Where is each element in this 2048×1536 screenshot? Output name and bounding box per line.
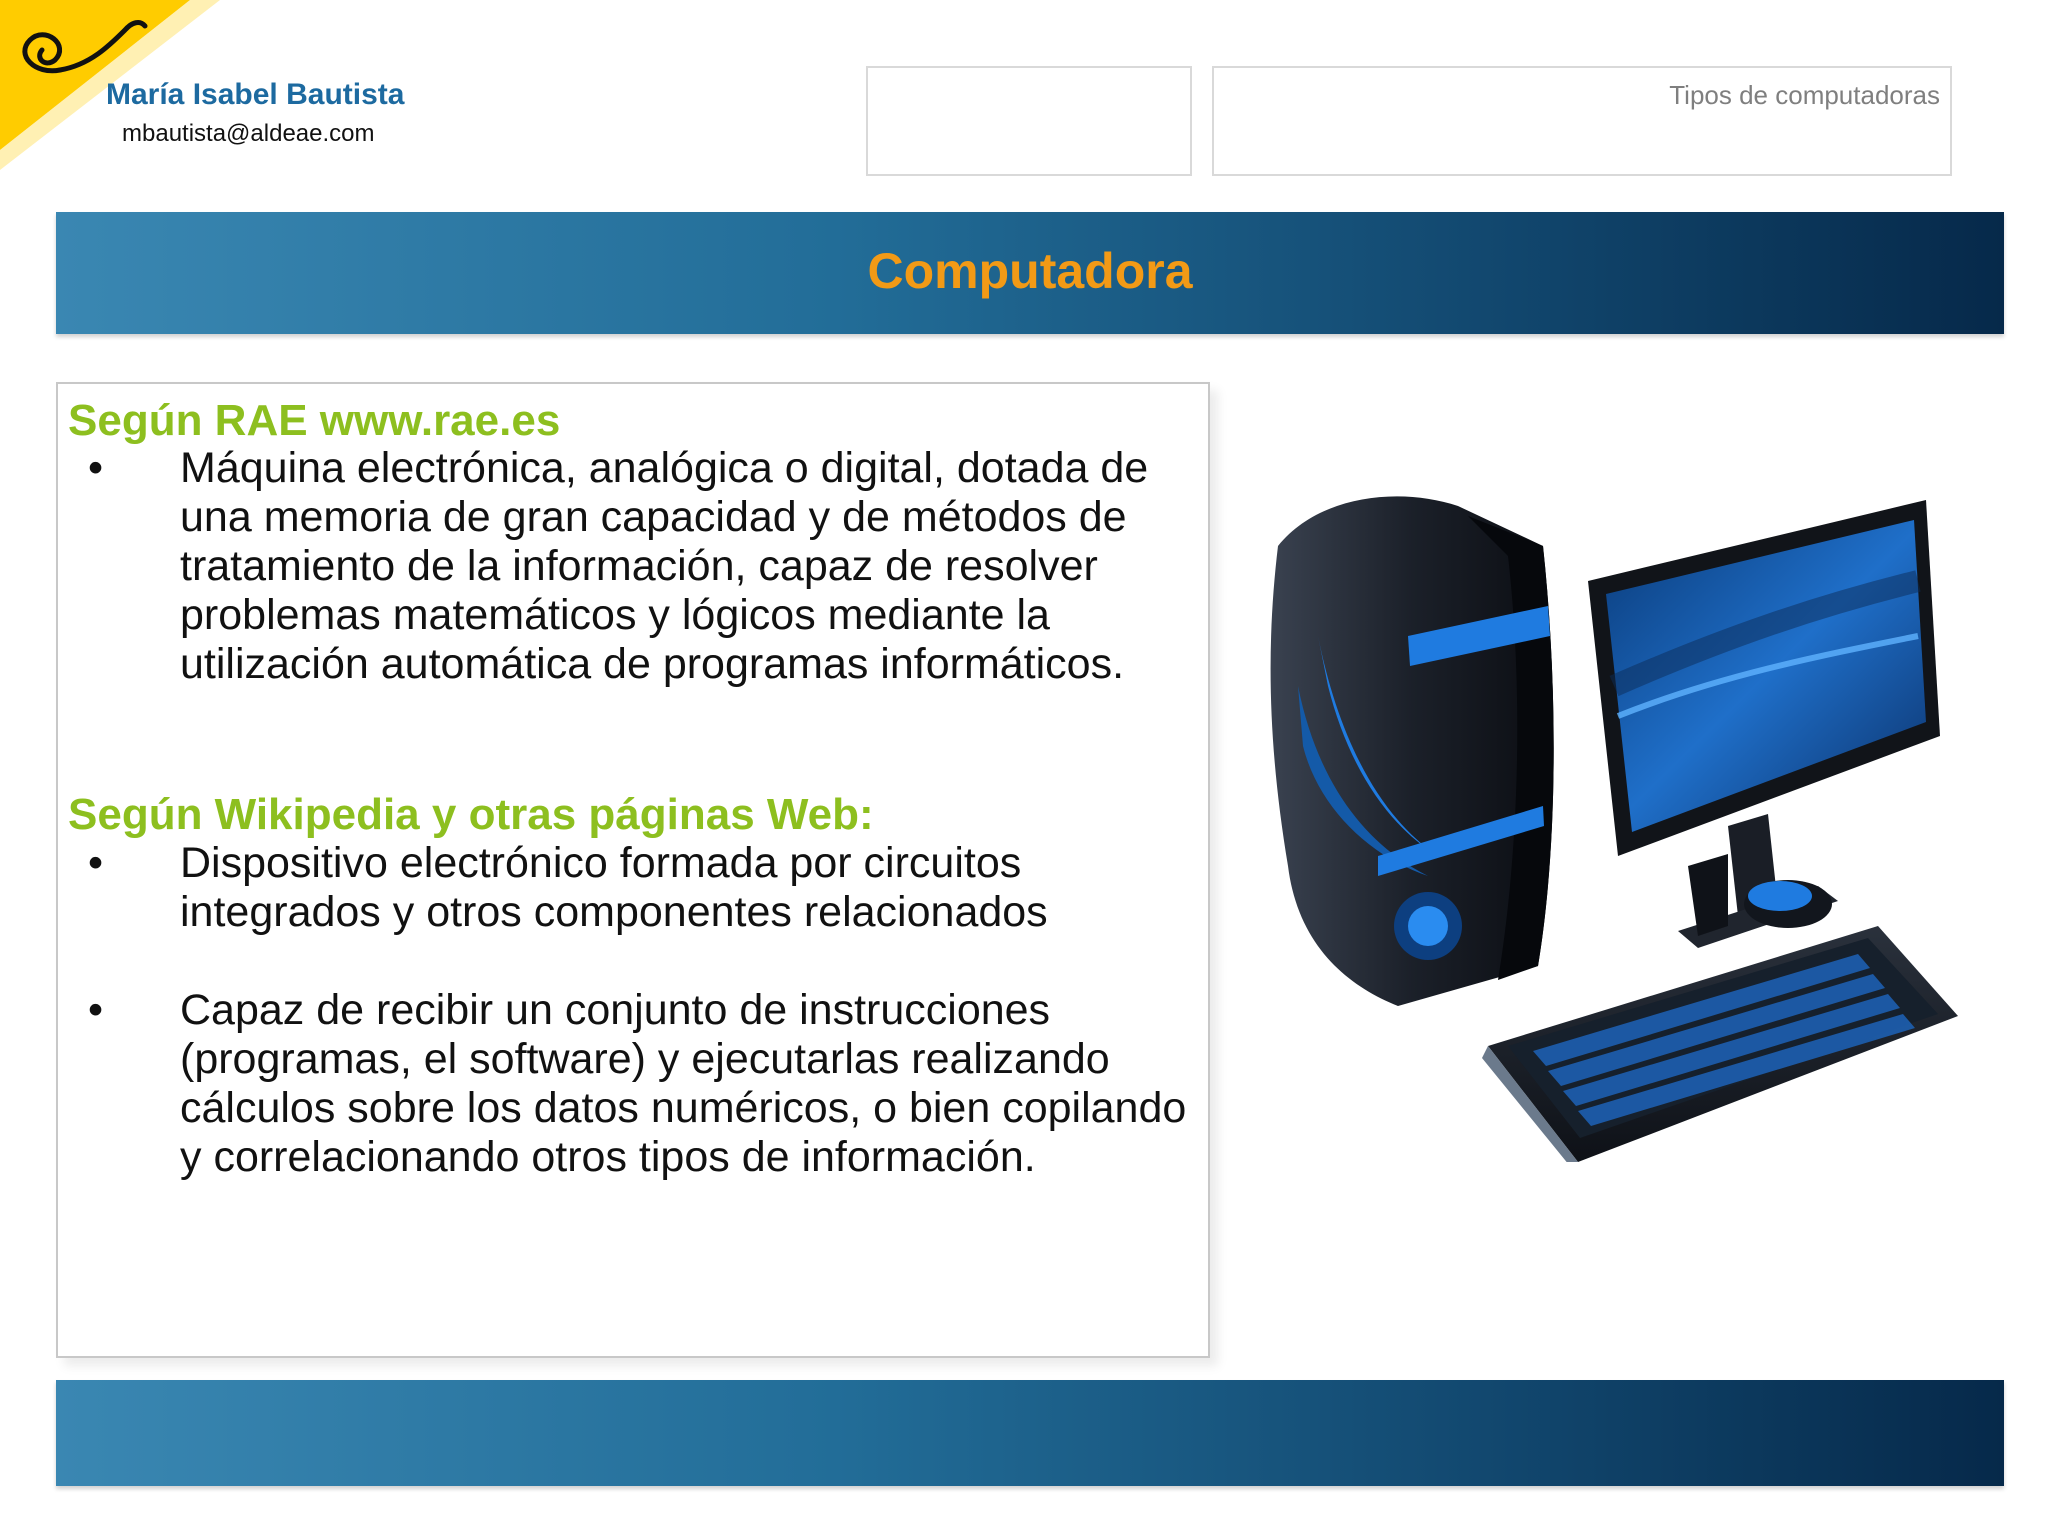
bullet-icon: • [88,839,104,887]
author-email: mbautista@aldeae.com [122,120,375,147]
list-item [88,986,1198,1182]
author-name: María Isabel Bautista [106,78,405,111]
section-heading-rae: Según RAE www.rae.es [68,396,561,445]
monitor [1588,500,1940,948]
bullet-text: Máquina electrónica, analógica o digital, dotada de una memoria de gran capacidad y de métodos de tratamiento de la información, capaz de resolver problemas matemáticos y lógicos mediante la utilización automática de programas informáticos. [180,444,1149,688]
section-heading-wikipedia: Según Wikipedia y otras páginas Web: [68,790,874,839]
bullet-text: Dispositivo electrónico formada por circuitos integrados y otros componentes relacionados [180,839,1048,936]
list-item [88,839,1198,937]
desktop-computer-icon [1258,486,1958,1162]
topic-label: Tipos de computadoras [1669,80,1940,110]
bullet-icon: • [88,986,104,1034]
bullet-icon: • [88,444,104,492]
list-item [88,444,1198,689]
keyboard [1482,926,1958,1162]
title-band [56,212,2004,334]
bullet-text: Capaz de recibir un conjunto de instrucciones (programas, el software) y ejecutarlas realizando cálculos sobre los datos numéricos, o bien copilando y correlacionando otros tipos de información. [180,986,1187,1181]
header-empty-box [866,66,1192,176]
content-box [56,382,1210,1358]
tower [1271,496,1554,1006]
mouse [1744,880,1832,928]
slide-title: Computadora [867,243,1193,299]
header-topic-box [1212,66,1952,176]
footer-band [56,1380,2004,1486]
